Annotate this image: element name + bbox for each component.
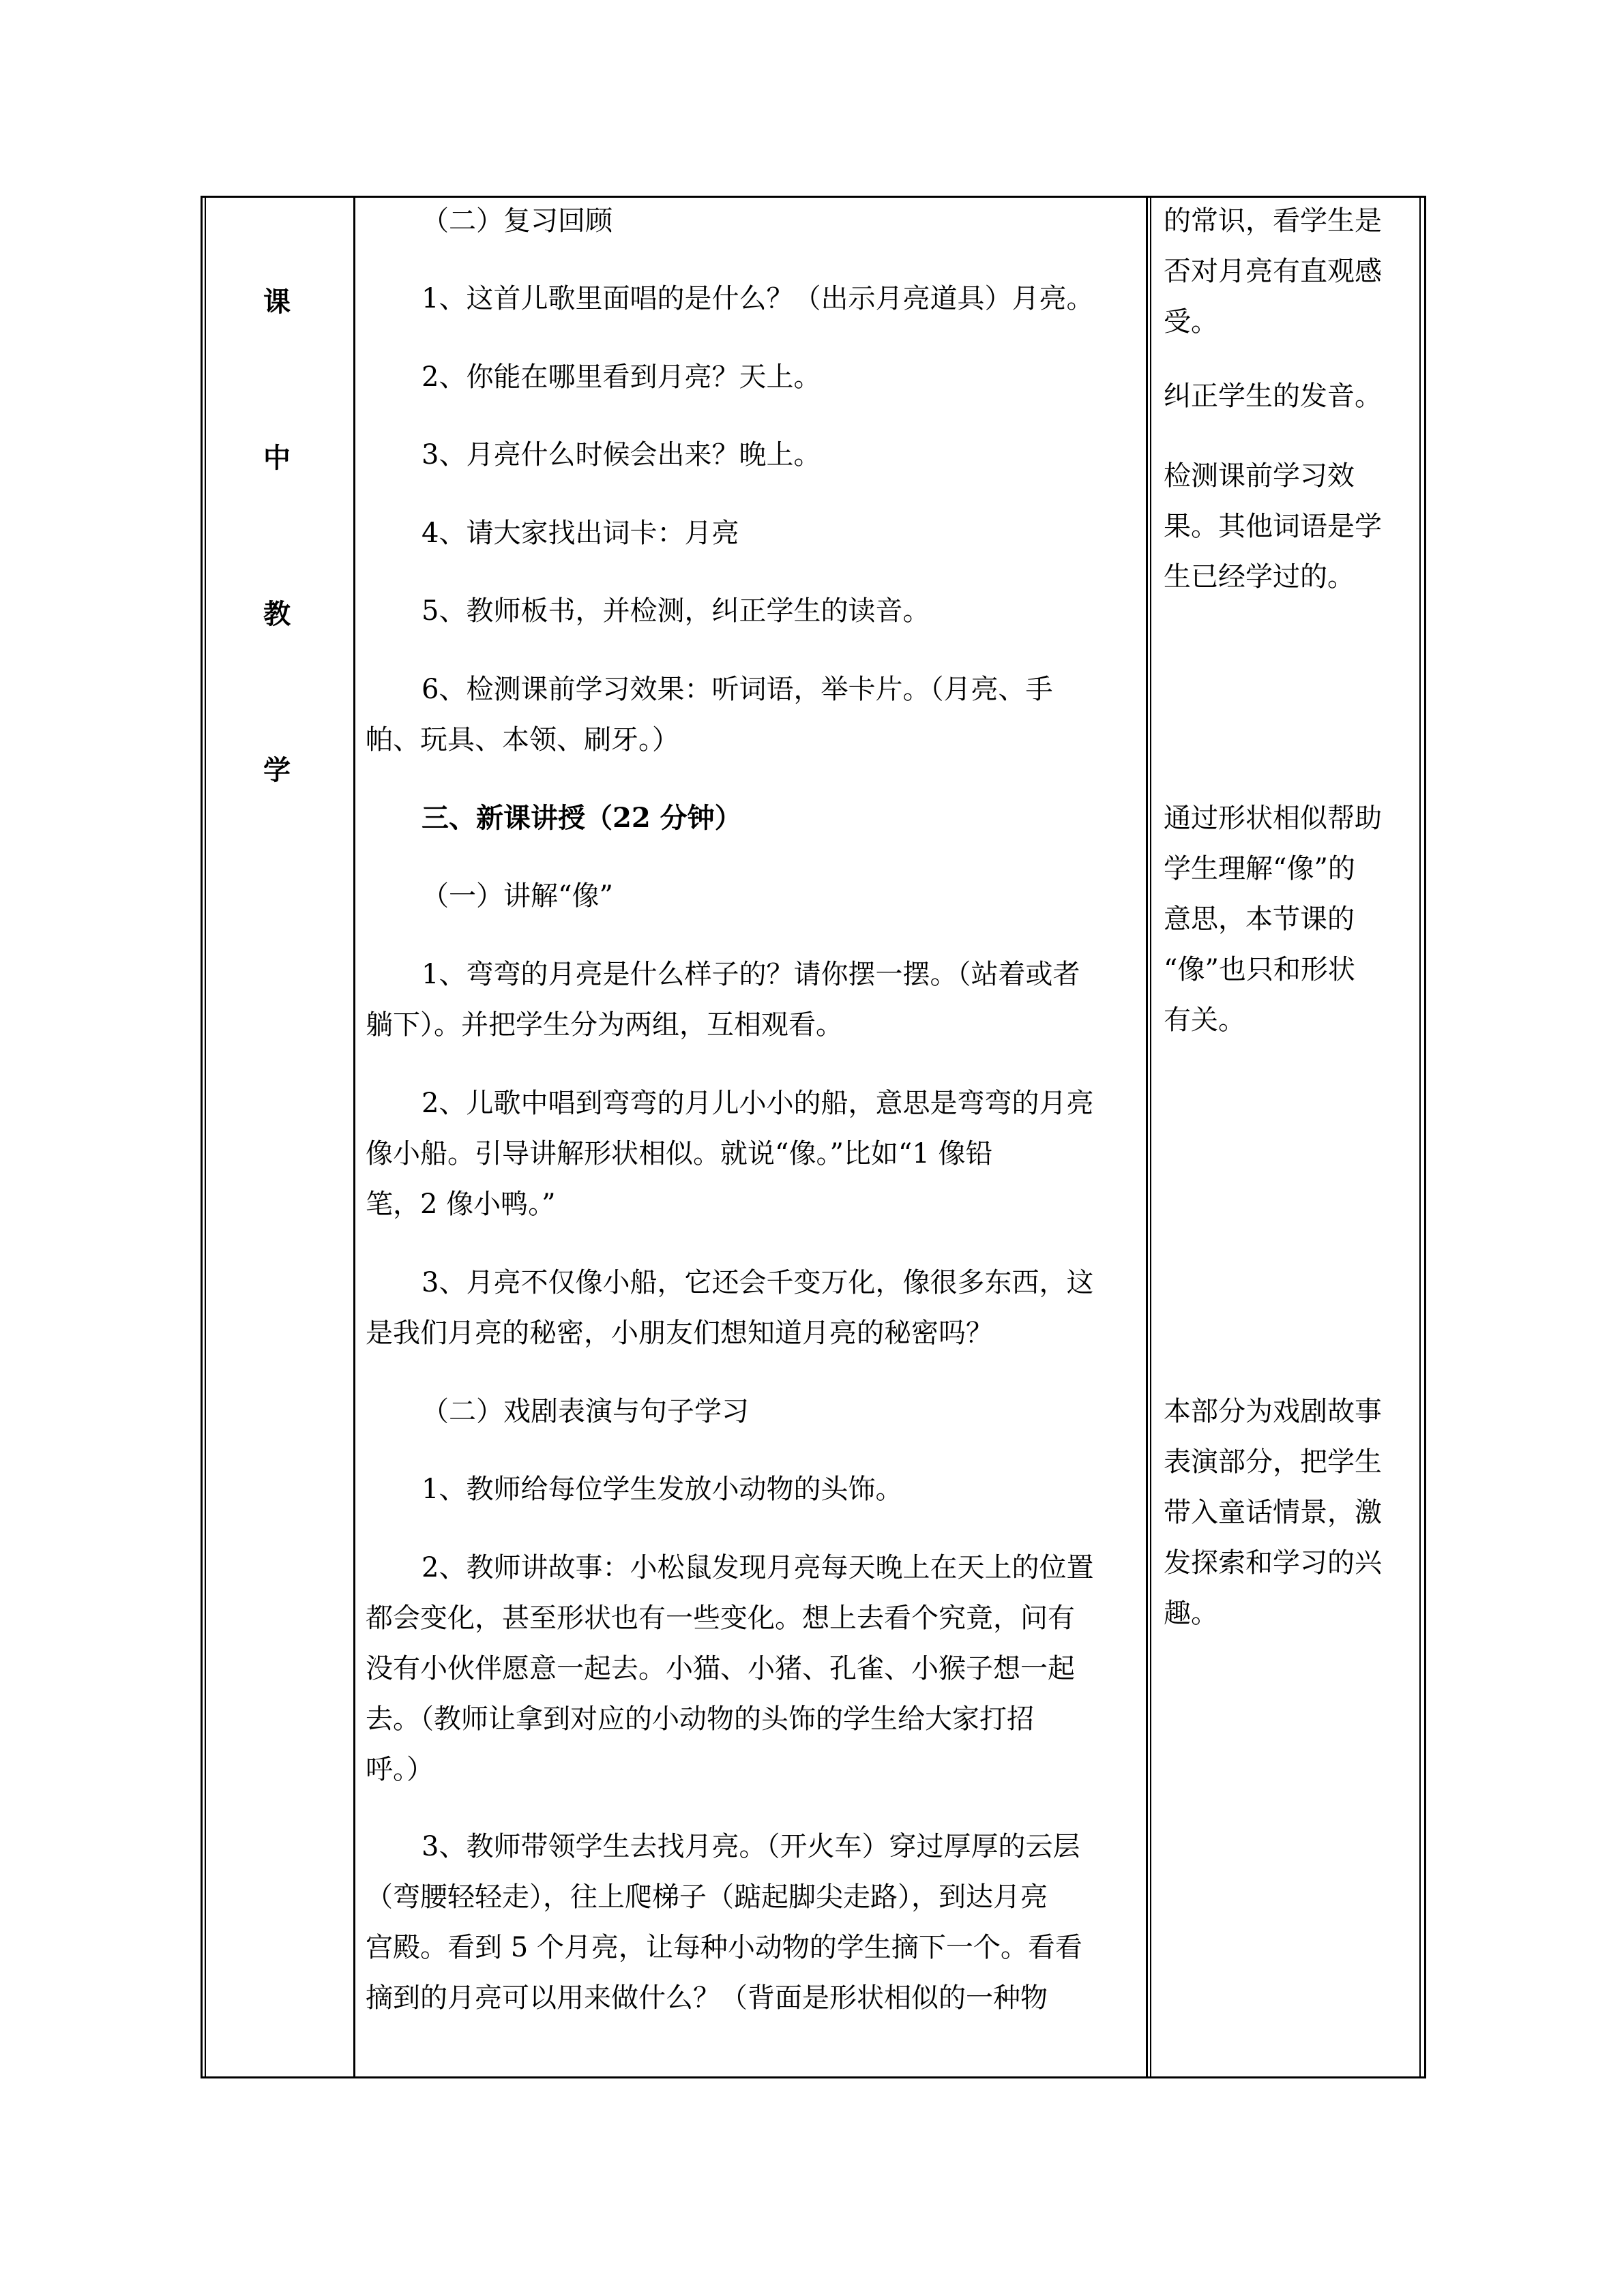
text-line: 本部分为戏剧故事 xyxy=(1164,1396,1382,1427)
paragraph xyxy=(366,586,1150,636)
paragraph xyxy=(366,1078,1150,1229)
label-char: 中 xyxy=(263,442,291,474)
paragraph xyxy=(366,273,1150,324)
text-line: 表演部分，把学生 xyxy=(1164,1446,1382,1478)
text-line: （弯腰轻轻走），往上爬梯子（踮起脚尖走路），到达月亮 xyxy=(366,1881,1048,1913)
text-line: 是我们月亮的秘密，小朋友们想知道月亮的秘密吗？ xyxy=(366,1317,993,1349)
section-heading xyxy=(366,196,1150,246)
paragraph xyxy=(366,508,1150,558)
table-border-right-outer xyxy=(1424,196,1426,2078)
note xyxy=(1164,1386,1409,1639)
label-char: 教 xyxy=(263,598,291,630)
text-line: 纠正学生的发音。 xyxy=(1164,381,1382,412)
text-line: （二）复习回顾 xyxy=(422,205,612,237)
text-line: 躺下）。并把学生分为两组，互相观看。 xyxy=(366,1009,843,1041)
text-line: 趣。 xyxy=(1164,1598,1218,1629)
text-line: 发探索和学习的兴 xyxy=(1164,1547,1382,1579)
paragraph xyxy=(366,430,1150,480)
table-border-right xyxy=(1419,196,1421,2078)
label-char: 学 xyxy=(263,754,291,786)
section-heading xyxy=(366,871,1150,921)
text-line: 生已经学过的。 xyxy=(1164,561,1355,593)
text-line: 没有小伙伴愿意一起去。小猫、小猪、孔雀、小猴子想一起 xyxy=(366,1653,1075,1684)
text-line: 笔，2 像小鸭。” xyxy=(366,1189,556,1220)
table-divider-2-inner xyxy=(1150,196,1151,2078)
paragraph xyxy=(366,949,1150,1050)
text-line: 2、教师讲故事：小松鼠发现月亮每天晚上在天上的位置 xyxy=(422,1552,1094,1583)
text-line: 宫殿。看到 5 个月亮，让每种小动物的学生摘下一个。看看 xyxy=(366,1932,1082,1963)
note xyxy=(1164,451,1409,602)
paragraph xyxy=(366,352,1150,402)
label-char: 课 xyxy=(263,286,291,318)
note xyxy=(1164,793,1409,1045)
text-line: 意思，本节课的 xyxy=(1164,904,1355,935)
section-heading xyxy=(366,793,1150,844)
text-line: 1、这首儿歌里面唱的是什么？（出示月亮道具）月亮。 xyxy=(422,283,1094,314)
text-line: 3、月亮不仅像小船，它还会千变万化，像很多东西，这 xyxy=(422,1267,1094,1298)
text-line: 受。 xyxy=(1164,306,1218,338)
paragraph xyxy=(366,1821,1150,2023)
text-line: 4、请大家找出词卡：月亮 xyxy=(422,518,739,549)
lesson-table xyxy=(201,196,1426,2078)
main-content xyxy=(366,196,1149,2078)
text-line: 2、你能在哪里看到月亮？天上。 xyxy=(422,361,821,393)
text-line: 通过形状相似帮助 xyxy=(1164,803,1382,834)
text-line: 2、儿歌中唱到弯弯的月儿小小的船，意思是弯弯的月亮 xyxy=(422,1088,1094,1119)
text-line: 帕、玩具、本领、刷牙。） xyxy=(366,724,679,756)
text-line: （一）讲解“像” xyxy=(422,880,613,912)
text-line: “像”也只和形状 xyxy=(1164,954,1355,985)
text-line: 3、月亮什么时候会出来？晚上。 xyxy=(422,439,821,471)
text-line: 的常识，看学生是 xyxy=(1164,205,1382,237)
text-line: 呼。） xyxy=(366,1754,434,1785)
text-line: 否对月亮有直观感 xyxy=(1164,256,1382,287)
paragraph xyxy=(366,664,1150,765)
text-line: 三、新课讲授（22 分钟） xyxy=(422,802,742,834)
table-divider-1 xyxy=(353,196,355,2078)
note xyxy=(1164,371,1409,421)
paragraph xyxy=(366,1542,1150,1795)
section-heading xyxy=(366,1386,1150,1437)
text-line: 6、检测课前学习效果：听词语，举卡片。（月亮、手 xyxy=(422,674,1053,705)
note xyxy=(1164,196,1409,347)
text-line: 去。（教师让拿到对应的小动物的头饰的学生给大家打招 xyxy=(366,1703,1034,1735)
text-line: 带入童话情景，激 xyxy=(1164,1497,1382,1528)
paragraph xyxy=(366,1257,1150,1358)
text-line: 果。其他词语是学 xyxy=(1164,511,1382,542)
text-line: （二）戏剧表演与句子学习 xyxy=(422,1396,749,1427)
notes-column xyxy=(1164,196,1416,2078)
text-line: 1、教师给每位学生发放小动物的头饰。 xyxy=(422,1474,903,1505)
text-line: 检测课前学习效 xyxy=(1164,460,1355,492)
text-line: 3、教师带领学生去找月亮。（开火车）穿过厚厚的云层 xyxy=(422,1831,1080,1862)
text-line: 学生理解“像”的 xyxy=(1164,853,1355,884)
text-line: 1、弯弯的月亮是什么样子的？请你摆一摆。（站着或者 xyxy=(422,959,1080,990)
text-line: 都会变化，甚至形状也有一些变化。想上去看个究竟，问有 xyxy=(366,1602,1075,1634)
text-line: 有关。 xyxy=(1164,1004,1245,1036)
text-line: 摘到的月亮可以用来做什么？（背面是形状相似的一种物 xyxy=(366,1982,1048,2014)
text-line: 5、教师板书，并检测，纠正学生的读音。 xyxy=(422,595,930,627)
text-line: 像小船。引导讲解形状相似。就说“像。”比如“1 像铅 xyxy=(366,1138,993,1169)
label-column xyxy=(201,196,353,2078)
paragraph xyxy=(366,1464,1150,1515)
